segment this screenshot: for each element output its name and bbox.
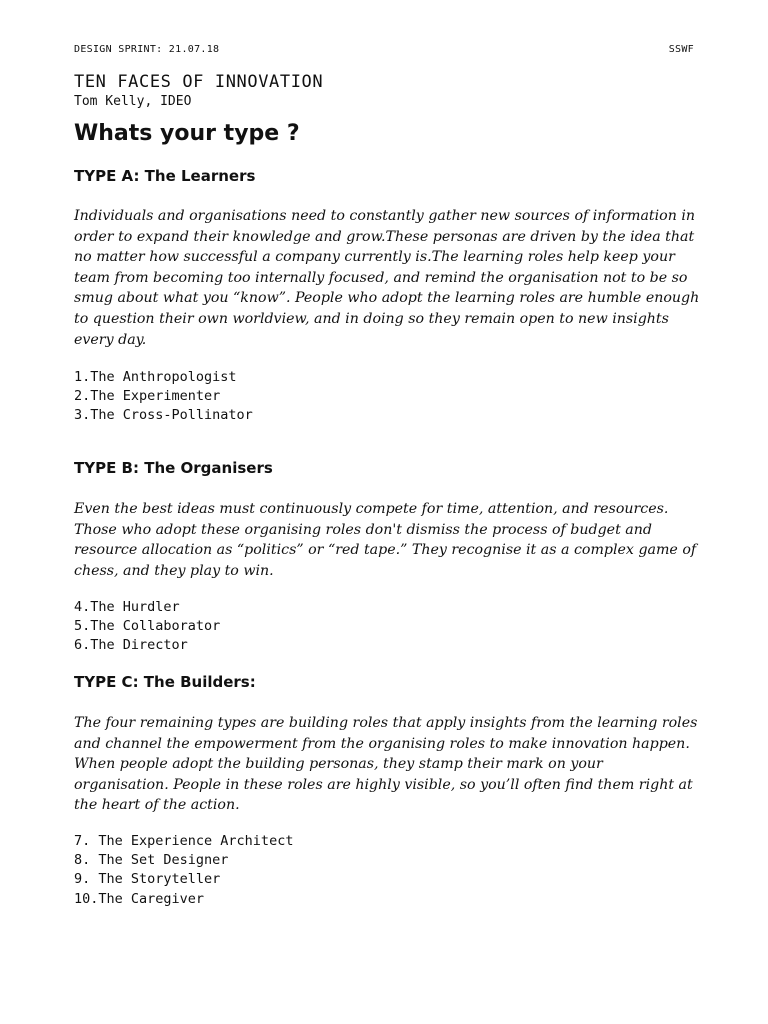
list-item: 10.The Caregiver (74, 890, 205, 907)
section-paragraph-type-a: Individuals and organisations need to constantly gather new sources of information in order to expand their knowledge and grow.These personas are driven by the idea that no matter how successful a company currently is.The learning roles help keep your team from becoming too internally focused, and remind the organisation not to be so smug about what you “know”. People who adopt the learning roles are humble enough to question their own worldview, and in doing so they remain open to new insights every day. (74, 208, 700, 348)
document-title: TEN FACES OF INNOVATION (74, 72, 324, 92)
list-item: 7. The Experience Architect (74, 833, 294, 849)
list-item: 8. The Set Designer (74, 852, 229, 869)
sprint-date-header: DESIGN SPRINT: 21.07.18 (74, 44, 220, 55)
section-paragraph-type-c: The four remaining types are building roles that apply insights from the learning roles and channel the empowerment from the organising roles to make innovation happen. When people adopt the building personas, they stamp their mark on your organisation. People in these roles are highly visible, so you’ll often find them right at the heart of the action. (74, 715, 698, 814)
section-heading-type-a: TYPE A: The Learners (74, 167, 256, 185)
list-item: 3.The Cross-Pollinator (74, 407, 253, 424)
role-list-type-c (74, 832, 293, 909)
document-author: Tom Kelly, IDEO (74, 94, 192, 109)
role-list-type-a (74, 368, 253, 426)
section-heading-type-c: TYPE C: The Builders: (74, 673, 256, 691)
list-item: 6.The Director (74, 637, 188, 654)
list-item: 2.The Experimenter (74, 388, 221, 405)
section-heading-type-b: TYPE B: The Organisers (74, 459, 273, 477)
section-paragraph-type-b: Even the best ideas must continuously compete for time, attention, and resources. Those who adopt these organising roles don't dismiss the process of budget and resource allocation as “politics” or “red tape.” They recognise it as a complex game of chess, and they play to win. (74, 501, 697, 579)
list-item: 4.The Hurdler (74, 599, 180, 615)
list-item: 9. The Storyteller (74, 871, 221, 888)
org-code-header: SSWF (668, 44, 694, 55)
list-item: 1.The Anthropologist (74, 369, 237, 385)
role-list-type-b (74, 598, 220, 656)
list-item: 5.The Collaborator (74, 618, 221, 635)
main-heading: Whats your type ? (74, 121, 300, 146)
